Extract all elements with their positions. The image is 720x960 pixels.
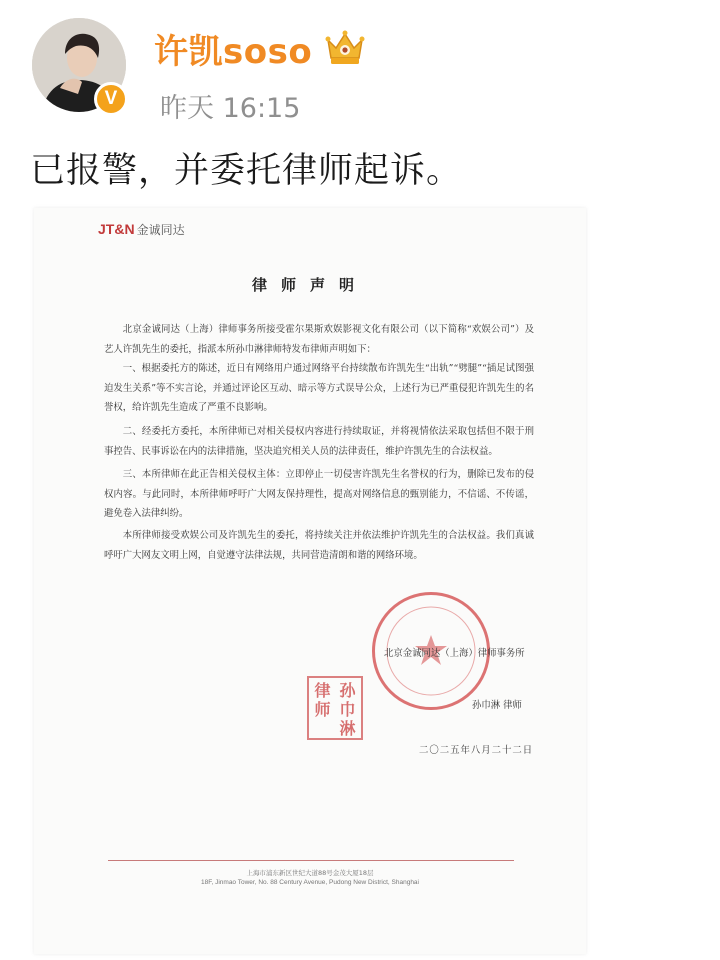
footer-address-cn: 上海市浦东新区世纪大道88号金茂大厦18层 (246, 869, 374, 877)
logo-brand: JT&N (98, 221, 135, 237)
seal-char: 律 (314, 681, 331, 700)
law-firm-logo (98, 221, 185, 238)
footer-divider (108, 860, 514, 861)
post-header (0, 0, 720, 130)
signature-firm: 北京金诚同达（上海）律师事务所 (384, 648, 525, 659)
signature-lawyer: 孙巾淋 律师 (472, 700, 522, 711)
footer-address-en: 18F, Jinmao Tower, No. 88 Century Avenue, Pudong New District, Shanghai (201, 879, 419, 886)
document-paragraph: 二、经委托方委托，本所律师已对相关侵权内容进行持续取证，并将视情依法采取包括但不限于刑事控告、民事诉讼在内的法律措施，坚决追究相关人员的法律责任，维护许凯先生的合法权益。 (104, 426, 534, 457)
document-date: 二〇二五年八月二十二日 (419, 745, 534, 756)
seal-char (310, 719, 335, 738)
document-paragraph: 本所律师接受欢娱公司及许凯先生的委托，将持续关注并依法维护许凯先生的合法权益。我们真诚呼吁广大网友文明上网，自觉遵守法律法规，共同营造清朗和谐的网络环境。 (104, 530, 534, 561)
seal-char: 孙 (339, 681, 356, 700)
attached-document-image[interactable] (34, 208, 586, 954)
document-paragraph: 三、本所律师在此正告相关侵权主体：立即停止一切侵害许凯先生名誉权的行为，删除已发布的侵权内容。与此同时，本所律师呼吁广大网友保持理性，提高对网络信息的甄别能力，不信谣、不传谣，避免卷入法律纠纷。 (104, 469, 534, 519)
verified-icon: V (94, 82, 128, 116)
username-row (154, 24, 368, 72)
seal-char: 师 (314, 700, 331, 719)
username-link[interactable]: 许凯soso (154, 31, 313, 72)
post-text: 已报警，并委托律师起诉。 (30, 151, 463, 191)
post-timestamp[interactable]: 昨天 16:15 (160, 93, 301, 124)
seal-char: 淋 (339, 719, 356, 738)
logo-cn: 金诚同达 (136, 223, 185, 237)
document-paragraph: 一、根据委托方的陈述，近日有网络用户通过网络平台持续散布许凯先生“出轨”“劈腿”“插足试图强迫发生关系”等不实言论，并通过评论区互动、暗示等方式误导公众，上述行为已严重侵犯许凯先生的名誉权，给许凯先生造成了严重不良影响。 (104, 363, 534, 413)
lawyer-seal (307, 676, 363, 740)
seal-char: 巾 (339, 700, 356, 719)
document-paragraph: 北京金诚同达（上海）律师事务所接受霍尔果斯欢娱影视文化有限公司（以下简称“欢娱公司”）及艺人许凯先生的委托，指派本所孙巾淋律师特发布律师声明如下： (104, 324, 534, 355)
document-title: 律师声明 (251, 276, 368, 294)
crown-badge-icon[interactable] (322, 28, 368, 68)
avatar-container[interactable] (32, 18, 126, 112)
